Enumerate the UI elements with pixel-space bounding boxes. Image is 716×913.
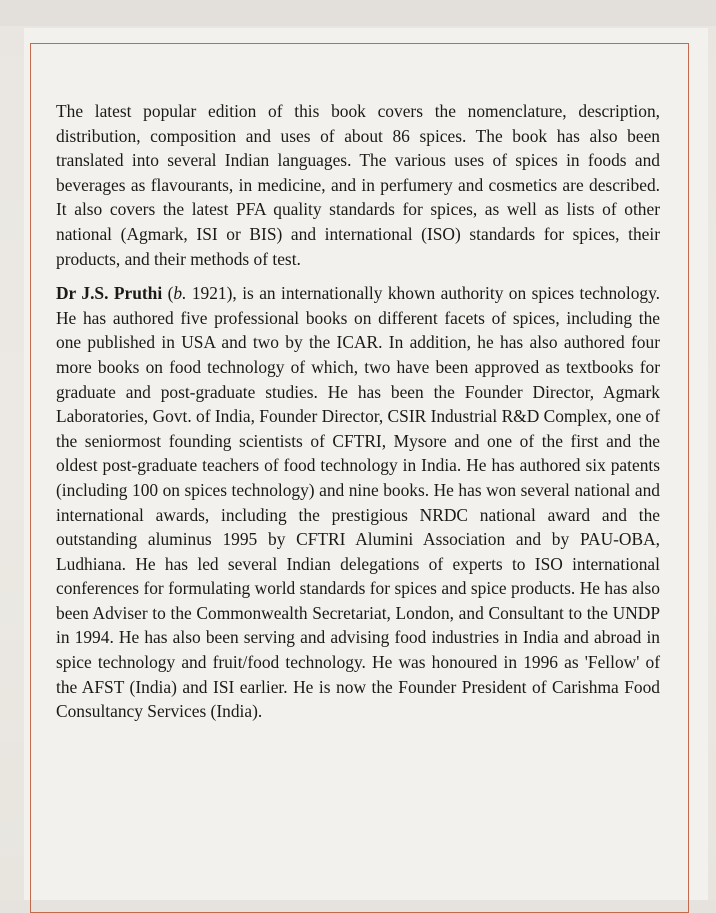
author-birth-year: 1921), [186, 283, 237, 304]
author-bio-paragraph [56, 281, 660, 724]
author-birth-abbrev: b. [173, 283, 187, 304]
book-description-paragraph: The latest popular edition of this book covers the nomenclature, description, distribution, composition and uses of about 86 spices. The book has also been translated into several Indian languages. The various uses of spices in foods and beverages as flavourants, in medicine, and in perfumery and cosmetics are described. It also covers the latest PFA quality standards for spices, as well as lists of other national (Agmark, ISI or BIS) and international (ISO) standards for spices, their products, and their methods of test. [56, 101, 660, 269]
top-edge-strip [0, 0, 716, 26]
blurb-text-block [56, 99, 660, 734]
author-bio-text: is an internationally khown authority on spices technology. He has authored five professional books on different facets of spices, including the one published in USA and two by the ICAR. In addition, he has also authored four more books on food technology of which, two have been approved as textbooks for graduate and post-graduate studies. He has been the Founder Director, Agmark Laboratories, Govt. of India, Founder Director, CSIR Industrial R&D Complex, one of the seniormost founding scientists of CFTRI, Mysore and one of the first and the oldest post-graduate teachers of food technology in India. He has authored six patents (including 100 on spices technology) and nine books. He has won several national and international awards, including the prestigious NRDC national award and the outstanding aluminus 1995 by CFTRI Alumini Association and by PAU-OBA, Ludhiana. He has led several Indian delegations of experts to ISO international conferences for formulating world standards for spices and spice products. He has also been Adviser to the Commonwealth Secretariat, London, and Consultant to the UNDP in 1994. He has also been serving and advising food industries in India and abroad in spice technology and fruit/food technology. He was honoured in 1996 as 'Fellow' of the AFST (India) and ISI earlier. He is now the Founder President of Carishma Food Consultancy Services (India). [56, 283, 661, 722]
author-birth-open: ( [167, 283, 174, 304]
author-name: Dr J.S. Pruthi [56, 283, 163, 304]
